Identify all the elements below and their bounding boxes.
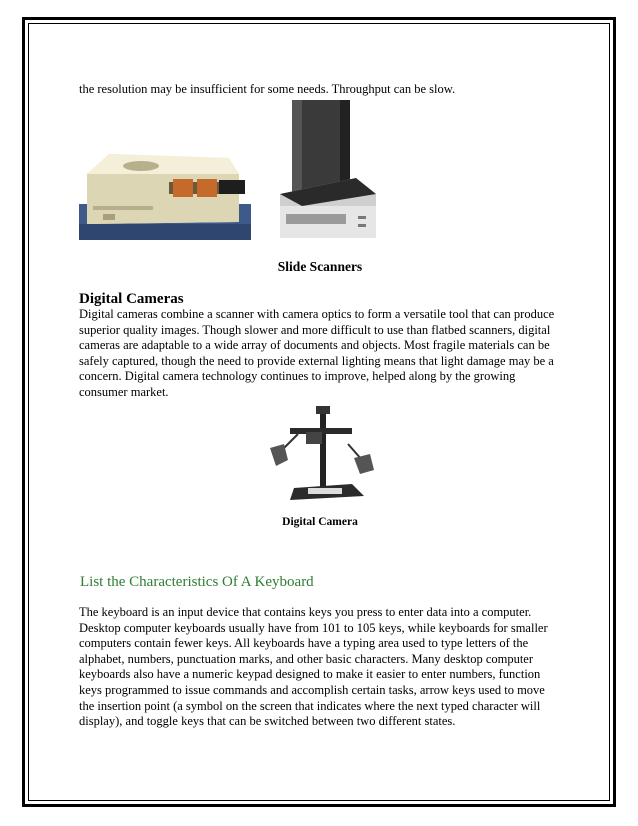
paragraph-line: The keyboard is an input device that contains keys you press to enter data into a computer. — [79, 605, 532, 619]
paragraph-line: superior quality images. Though slower and more difficult to use than flatbed scanners, digital — [79, 322, 551, 337]
digital-cameras-heading: Digital Cameras — [79, 291, 184, 307]
paragraph-line: alphabet, numbers, punctuation marks, and other basic characters. Many desktop computer — [79, 651, 534, 666]
keyboard-heading: List the Characteristics Of A Keyboard — [80, 574, 314, 590]
slide-scanners-caption: Slide Scanners — [277, 259, 363, 274]
paragraph-line: keys programmed to issue commands and accomplish certain tasks, arrow keys used to move — [79, 682, 545, 697]
paragraph-line: Digital cameras combine a scanner with camera optics to form a versatile tool that can produce — [79, 307, 555, 321]
paragraph-line: consumer market. — [79, 384, 169, 399]
digital-camera-photo — [268, 404, 376, 502]
slide-scanner-photo-1 — [79, 144, 251, 240]
digital-cameras-paragraph — [79, 307, 569, 401]
digital-camera-caption: Digital Camera — [282, 516, 358, 528]
slide-scanner-photo-2 — [276, 98, 380, 240]
paragraph-line: keyboards also have a numeric keypad designed to make it easier to enter numbers, function — [79, 667, 541, 682]
keyboard-paragraph — [79, 605, 569, 730]
paragraph-line: cameras are adaptable to a wide array of documents and objects. Most fragile materials can be — [79, 338, 550, 353]
paragraph-line: display), and toggle keys that can be switched between two different states. — [79, 714, 456, 729]
intro-line: the resolution may be insufficient for some needs. Throughput can be slow. — [79, 82, 456, 96]
paragraph-line: Desktop computer keyboards usually have from 101 to 105 keys, while keyboards for smaller — [79, 620, 548, 635]
paragraph-line: safely captured, though the need to provide external lighting means that light damage may be a — [79, 353, 554, 368]
paragraph-line: concern. Digital camera technology continues to improve, helped along by the growing — [79, 369, 516, 384]
paragraph-line: the insertion point (a symbol on the screen that indicates where the next typed character will — [79, 698, 541, 713]
paragraph-line: computers contain fewer keys. All keyboards have a typing area used to type letters of the — [79, 636, 529, 651]
